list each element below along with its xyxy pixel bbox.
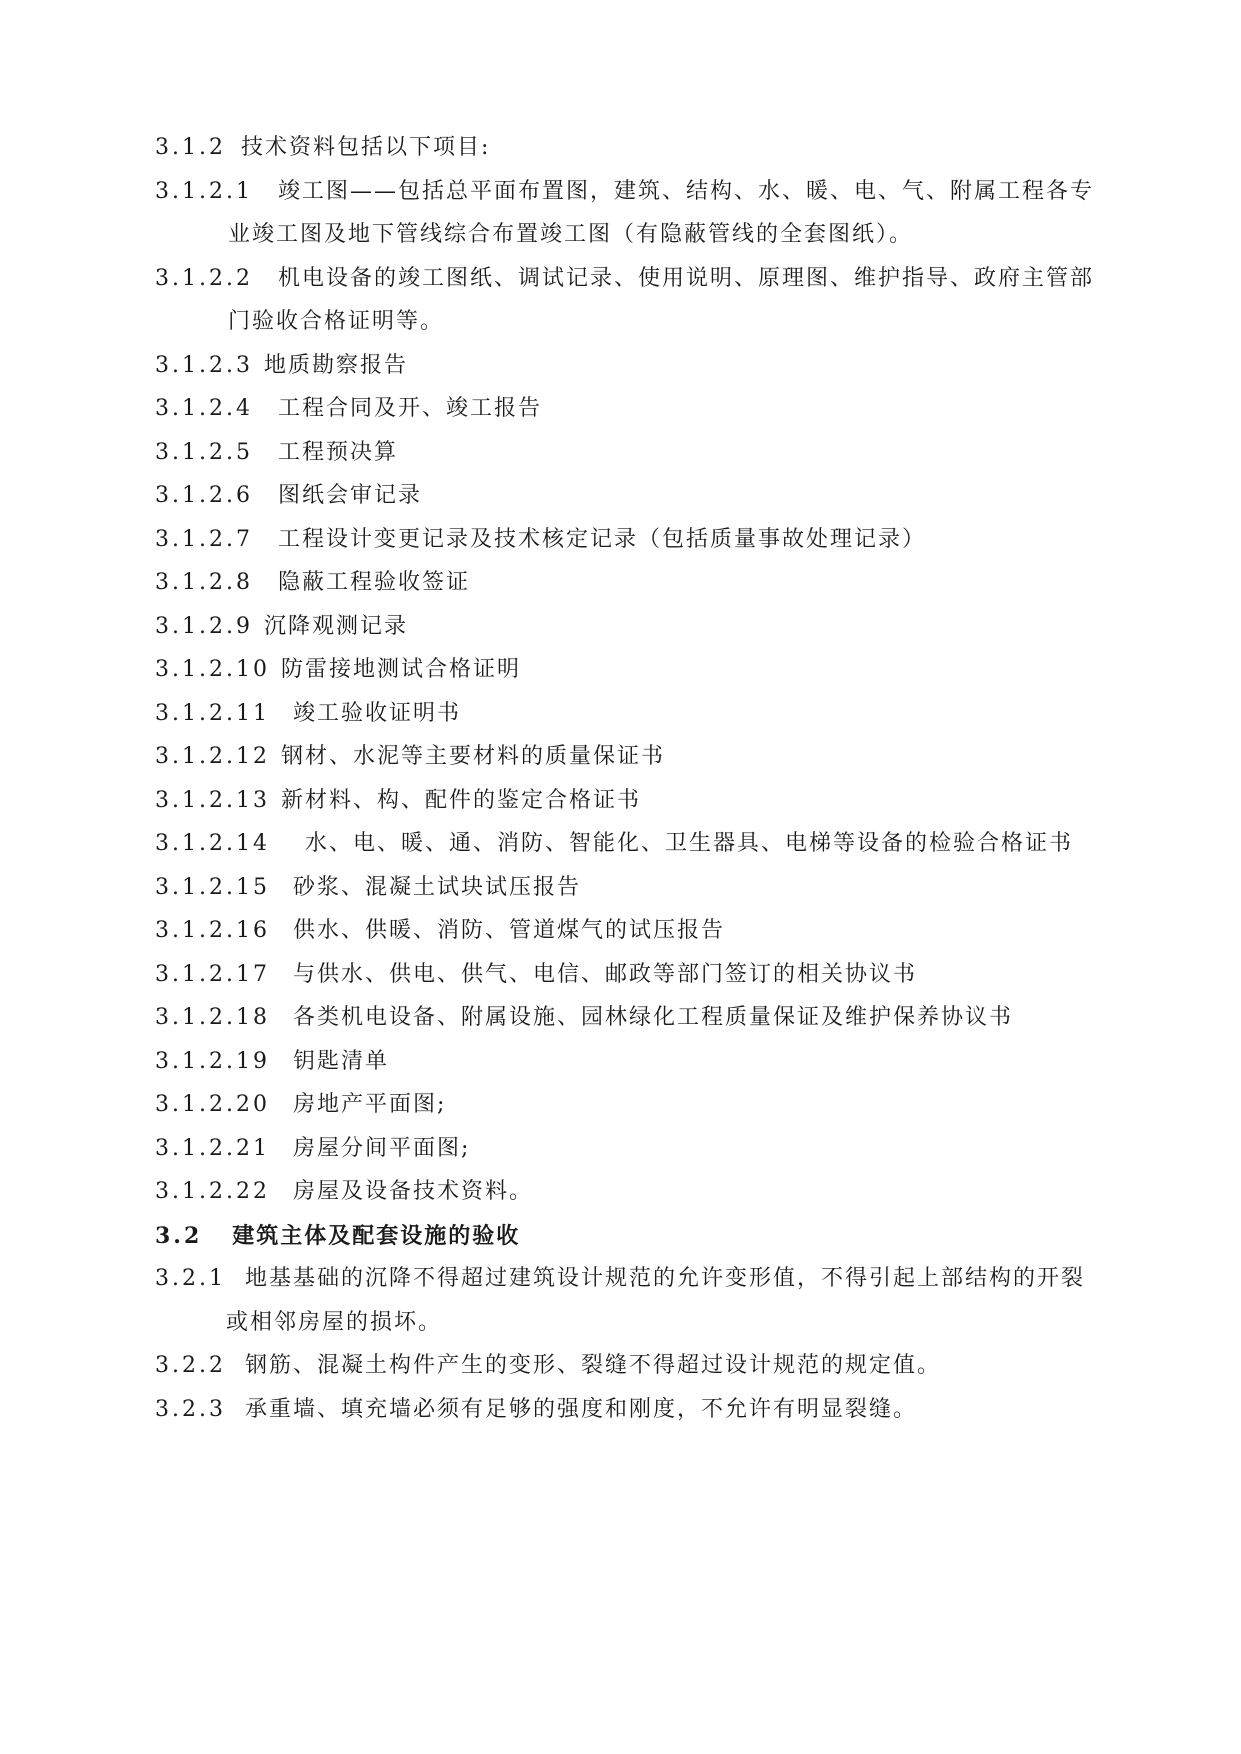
clause-text: 竣工验收证明书 xyxy=(292,701,461,726)
clause-text: 与供水、供电、供气、电信、邮政等部门签订的相关协议书 xyxy=(292,962,917,987)
clause-3-1-2-21 xyxy=(155,1125,1115,1174)
clause-3-1-2-17 xyxy=(155,951,1115,1000)
clause-3-1-2-16 xyxy=(155,907,1115,956)
clause-number: 3.1.2.4 xyxy=(155,396,253,421)
section-title: 建筑主体及配套设施的验收 xyxy=(232,1223,521,1249)
clause-number: 3.1.2.14 xyxy=(155,831,270,856)
clause-3-1-2-15 xyxy=(155,864,1115,913)
clause-number: 3.1.2.3 xyxy=(155,353,253,378)
clause-3-1-2-2 xyxy=(155,255,1115,304)
clause-3-1-2-19 xyxy=(155,1038,1115,1087)
clause-3-1-2-1 xyxy=(155,168,1115,217)
clause-3-1-2 xyxy=(155,124,1115,173)
clause-3-1-2-5 xyxy=(155,429,1115,478)
clause-3-1-2-11 xyxy=(155,690,1115,739)
clause-number: 3.1.2.10 xyxy=(155,657,270,682)
clause-number: 3.1.2.13 xyxy=(155,788,270,813)
clause-3-1-2-10 xyxy=(155,646,1115,695)
clause-text-continued: 业竣工图及地下管线综合布置竣工图（有隐蔽管线的全套图纸）。 xyxy=(228,222,914,247)
clause-3-1-2-2-continuation xyxy=(228,298,1188,347)
section-heading-3-2 xyxy=(155,1212,520,1261)
clause-3-1-2-12 xyxy=(155,733,1115,782)
clause-3-1-2-18 xyxy=(155,994,1115,1043)
clause-number: 3.1.2.19 xyxy=(155,1049,270,1074)
clause-text: 图纸会审记录 xyxy=(277,483,422,508)
clause-number: 3.1.2 xyxy=(155,135,226,160)
clause-number: 3.1.2.1 xyxy=(155,179,253,204)
clause-number: 3.1.2.22 xyxy=(155,1179,270,1204)
clause-3-2-2 xyxy=(155,1342,1115,1391)
clause-number: 3.1.2.5 xyxy=(155,440,253,465)
clause-text: 房地产平面图; xyxy=(292,1092,447,1117)
clause-text: 竣工图——包括总平面布置图，建筑、结构、水、暖、电、气、附属工程各专 xyxy=(277,179,1094,204)
clause-3-1-2-8 xyxy=(155,559,1115,608)
clause-text: 工程设计变更记录及技术核定记录（包括质量事故处理记录） xyxy=(277,527,926,552)
clause-text: 砂浆、混凝土试块试压报告 xyxy=(292,875,581,900)
clause-number: 3.2.1 xyxy=(155,1266,226,1291)
clause-text: 供水、供暖、消防、管道煤气的试压报告 xyxy=(292,918,725,943)
clause-number: 3.1.2.7 xyxy=(155,527,253,552)
clause-text-continued: 或相邻房屋的损坏。 xyxy=(226,1310,443,1335)
clause-text: 各类机电设备、附属设施、园林绿化工程质量保证及维护保养协议书 xyxy=(292,1005,1013,1030)
clause-3-1-2-3 xyxy=(155,342,1115,391)
clause-3-1-2-20 xyxy=(155,1081,1115,1130)
clause-3-1-2-1-continuation xyxy=(228,211,1188,260)
clause-text: 沉降观测记录 xyxy=(263,614,408,639)
section-number: 3.2 xyxy=(155,1223,203,1249)
clause-text: 钢材、水泥等主要材料的质量保证书 xyxy=(280,744,665,769)
clause-number: 3.2.2 xyxy=(155,1353,226,1378)
clause-number: 3.1.2.16 xyxy=(155,918,270,943)
clause-number: 3.1.2.18 xyxy=(155,1005,270,1030)
clause-number: 3.1.2.11 xyxy=(155,701,270,726)
clause-text: 房屋分间平面图; xyxy=(292,1136,471,1161)
clause-text: 技术资料包括以下项目: xyxy=(240,135,491,160)
clause-number: 3.1.2.21 xyxy=(155,1136,270,1161)
clause-text: 工程合同及开、竣工报告 xyxy=(277,396,542,421)
clause-number: 3.1.2.20 xyxy=(155,1092,270,1117)
clause-3-1-2-9 xyxy=(155,603,1115,652)
clause-text-continued: 门验收合格证明等。 xyxy=(228,309,445,334)
clause-number: 3.1.2.9 xyxy=(155,614,253,639)
clause-text: 新材料、构、配件的鉴定合格证书 xyxy=(280,788,641,813)
clause-text: 防雷接地测试合格证明 xyxy=(280,657,521,682)
clause-text: 地质勘察报告 xyxy=(263,353,408,378)
clause-text: 工程预决算 xyxy=(277,440,398,465)
clause-number: 3.2.3 xyxy=(155,1397,226,1422)
clause-3-1-2-22 xyxy=(155,1168,1115,1217)
clause-3-1-2-7 xyxy=(155,516,1115,565)
clause-text: 钥匙清单 xyxy=(292,1049,389,1074)
clause-number: 3.1.2.17 xyxy=(155,962,270,987)
clause-3-1-2-6 xyxy=(155,472,1115,521)
clause-number: 3.1.2.8 xyxy=(155,570,253,595)
clause-3-1-2-4 xyxy=(155,385,1115,434)
clause-number: 3.1.2.2 xyxy=(155,266,253,291)
clause-3-2-3 xyxy=(155,1386,1115,1435)
clause-3-2-1-continuation xyxy=(226,1299,1186,1348)
clause-number: 3.1.2.15 xyxy=(155,875,270,900)
clause-text: 钢筋、混凝土构件产生的变形、裂缝不得超过设计规范的规定值。 xyxy=(244,1353,941,1378)
clause-number: 3.1.2.12 xyxy=(155,744,270,769)
clause-text: 水、电、暖、通、消防、智能化、卫生器具、电梯等设备的检验合格证书 xyxy=(304,831,1073,856)
clause-text: 机电设备的竣工图纸、调试记录、使用说明、原理图、维护指导、政府主管部 xyxy=(277,266,1094,291)
clause-text: 承重墙、填充墙必须有足够的强度和刚度，不允许有明显裂缝。 xyxy=(244,1397,917,1422)
clause-text: 隐蔽工程验收签证 xyxy=(277,570,470,595)
clause-3-1-2-13 xyxy=(155,777,1115,826)
clause-text: 地基基础的沉降不得超过建筑设计规范的允许变形值，不得引起上部结构的开裂 xyxy=(244,1266,1085,1291)
clause-number: 3.1.2.6 xyxy=(155,483,253,508)
clause-3-2-1 xyxy=(155,1255,1115,1304)
clause-text: 房屋及设备技术资料。 xyxy=(292,1179,533,1204)
clause-3-1-2-14 xyxy=(155,820,1115,869)
